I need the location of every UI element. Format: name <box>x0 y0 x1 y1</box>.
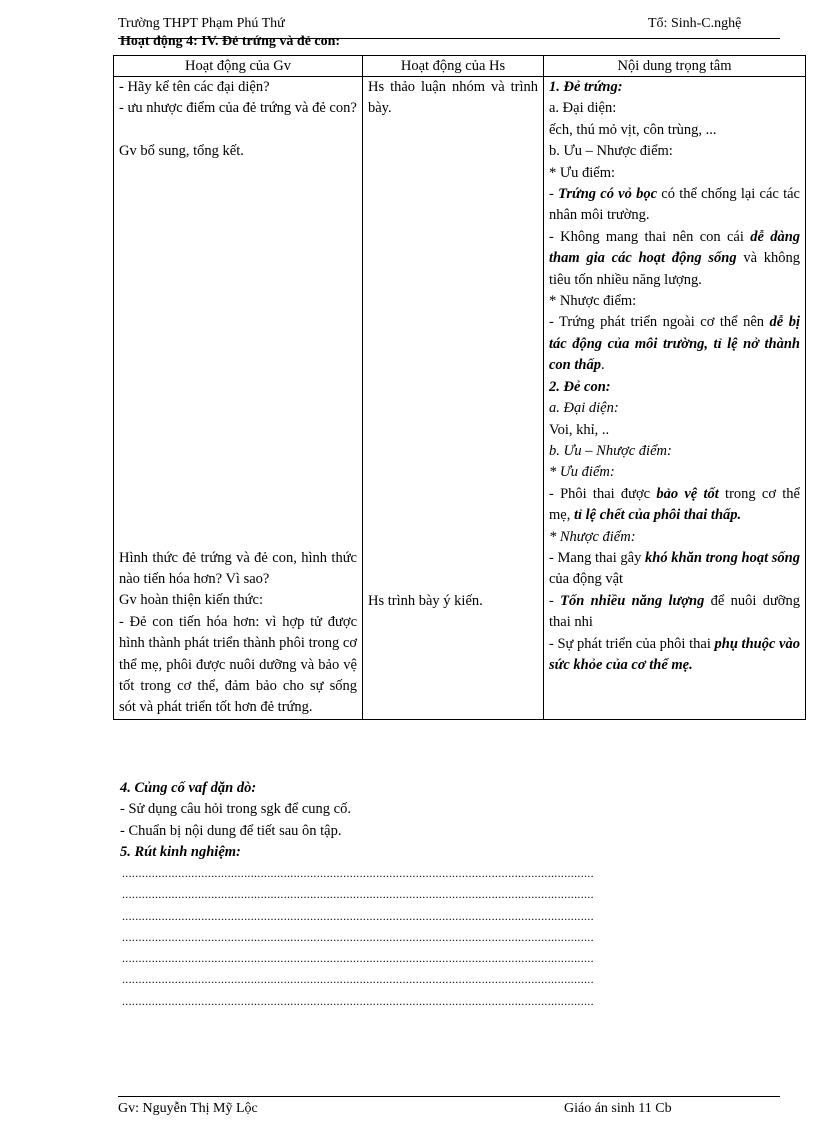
dotted-line: ............................................................................................................................................... <box>122 951 594 966</box>
content-pros-cons: b. Ưu – Nhược điểm: <box>549 143 673 160</box>
section-4-title: 4. Củng cố vaf dặn dò: <box>120 780 257 796</box>
content-con-2: - Mang thai gây khó khăn trong hoạt sống của động vật <box>549 549 800 588</box>
notes-lines <box>122 866 790 1015</box>
teacher-question-2: - ưu nhược điểm của đẻ trứng và đẻ con? <box>119 100 357 117</box>
header-content: Nội dung trọng tâm <box>544 56 806 77</box>
content-cell <box>544 77 806 720</box>
student-answer-1: Hs thảo luận nhóm và trình bày. <box>368 79 538 117</box>
teacher-answer: - Đẻ con tiến hóa hơn: vì hợp tử được hình thành phát triển thành phôi trong cơ thể mẹ, phôi được nuôi dưỡng và bảo vệ tốt trong cơ thể, đảm bảo cho sự sống sót và phát triển tốt hơn đẻ trứng. <box>119 613 357 716</box>
content-con-4: - Sự phát triển của phôi thai phụ thuộc vào sức khỏe của cơ thể mẹ. <box>549 635 800 673</box>
page-footer <box>118 1096 780 1116</box>
dotted-line: ............................................................................................................................................... <box>122 887 594 902</box>
content-pro-3: - Phôi thai được bảo vệ tốt trong cơ thể mẹ, tỉ lệ chết của phôi thai thấp. <box>549 485 800 524</box>
content-pro-1: - Trứng có vỏ bọc có thể chống lại các tác nhân môi trường. <box>549 186 800 224</box>
school-name: Trường THPT Phạm Phú Thứ <box>118 16 285 31</box>
section-4-line-1: - Sử dụng câu hỏi trong sgk để cung cố. <box>120 801 351 818</box>
teacher-name: Gv: Nguyễn Thị Mỹ Lộc <box>118 1101 258 1116</box>
header-student: Hoạt động của Hs <box>363 56 544 77</box>
content-cons2-heading: * Nhược điểm: <box>549 528 636 545</box>
dotted-line: ............................................................................................................................................... <box>122 972 594 987</box>
content-rep2-label: a. Đại diện: <box>549 400 619 417</box>
department-name: Tổ: Sinh-C.nghệ <box>648 16 742 31</box>
teacher-summary: Gv bổ sung, tổng kết. <box>119 143 244 160</box>
teacher-question-3: Hình thức đẻ trứng và đẻ con, hình thức nào tiến hóa hơn? Vì sao? <box>119 549 357 588</box>
teacher-complete: Gv hoàn thiện kiến thức: <box>119 592 263 609</box>
teacher-cell <box>114 77 363 720</box>
table-row <box>114 77 806 720</box>
student-answer-2: Hs trình bày ý kiến. <box>368 592 483 609</box>
content-pros-heading: * Ưu điểm: <box>549 164 616 181</box>
content-con-1: - Trứng phát triển ngoài cơ thể nên dễ bị tác động của môi trường, tỉ lệ nở thành con thấp. <box>549 314 801 374</box>
content-pros-cons-2: b. Ưu – Nhược điểm: <box>549 442 672 459</box>
content-con-3: - Tốn nhiều năng lượng để nuôi dưỡng thai nhi <box>549 592 800 631</box>
content-pro-2: - Không mang thai nên con cái dễ dàng tham gia các hoạt động sống và không tiêu tốn nhiều năng lượng. <box>549 228 801 288</box>
student-cell <box>363 77 544 720</box>
content-rep-list: ếch, thú mỏ vịt, côn trùng, ... <box>549 121 717 138</box>
section-4 <box>120 778 351 864</box>
content-pros2-heading: * Ưu điểm: <box>549 464 615 481</box>
section-4-line-2: - Chuẩn bị nội dung để tiết sau ôn tập. <box>120 822 342 839</box>
teacher-question-1: - Hãy kể tên các đại diện? <box>119 79 270 95</box>
activity-title: Hoạt động 4: IV. Đẻ trứng và đẻ con: <box>120 34 341 48</box>
content-cons-heading: * Nhược điểm: <box>549 293 637 310</box>
dotted-line: ............................................................................................................................................... <box>122 866 594 880</box>
section-5-title: 5. Rút kinh nghiệm: <box>120 844 241 861</box>
dotted-line: ............................................................................................................................................... <box>122 908 594 923</box>
header-teacher: Hoạt động của Gv <box>114 56 363 77</box>
lesson-table <box>113 55 806 720</box>
dotted-line: ............................................................................................................................................... <box>122 993 594 1008</box>
content-heading-2: 2. Đẻ con: <box>549 378 611 395</box>
content-rep2-list: Voi, khỉ, .. <box>549 421 610 438</box>
content-heading-1: 1. Đẻ trứng: <box>549 79 623 95</box>
course-name: Giáo án sinh 11 Cb <box>564 1101 672 1116</box>
dotted-line: ............................................................................................................................................... <box>122 929 594 944</box>
content-rep-label: a. Đại diện: <box>549 100 617 117</box>
table-header-row <box>114 56 806 77</box>
